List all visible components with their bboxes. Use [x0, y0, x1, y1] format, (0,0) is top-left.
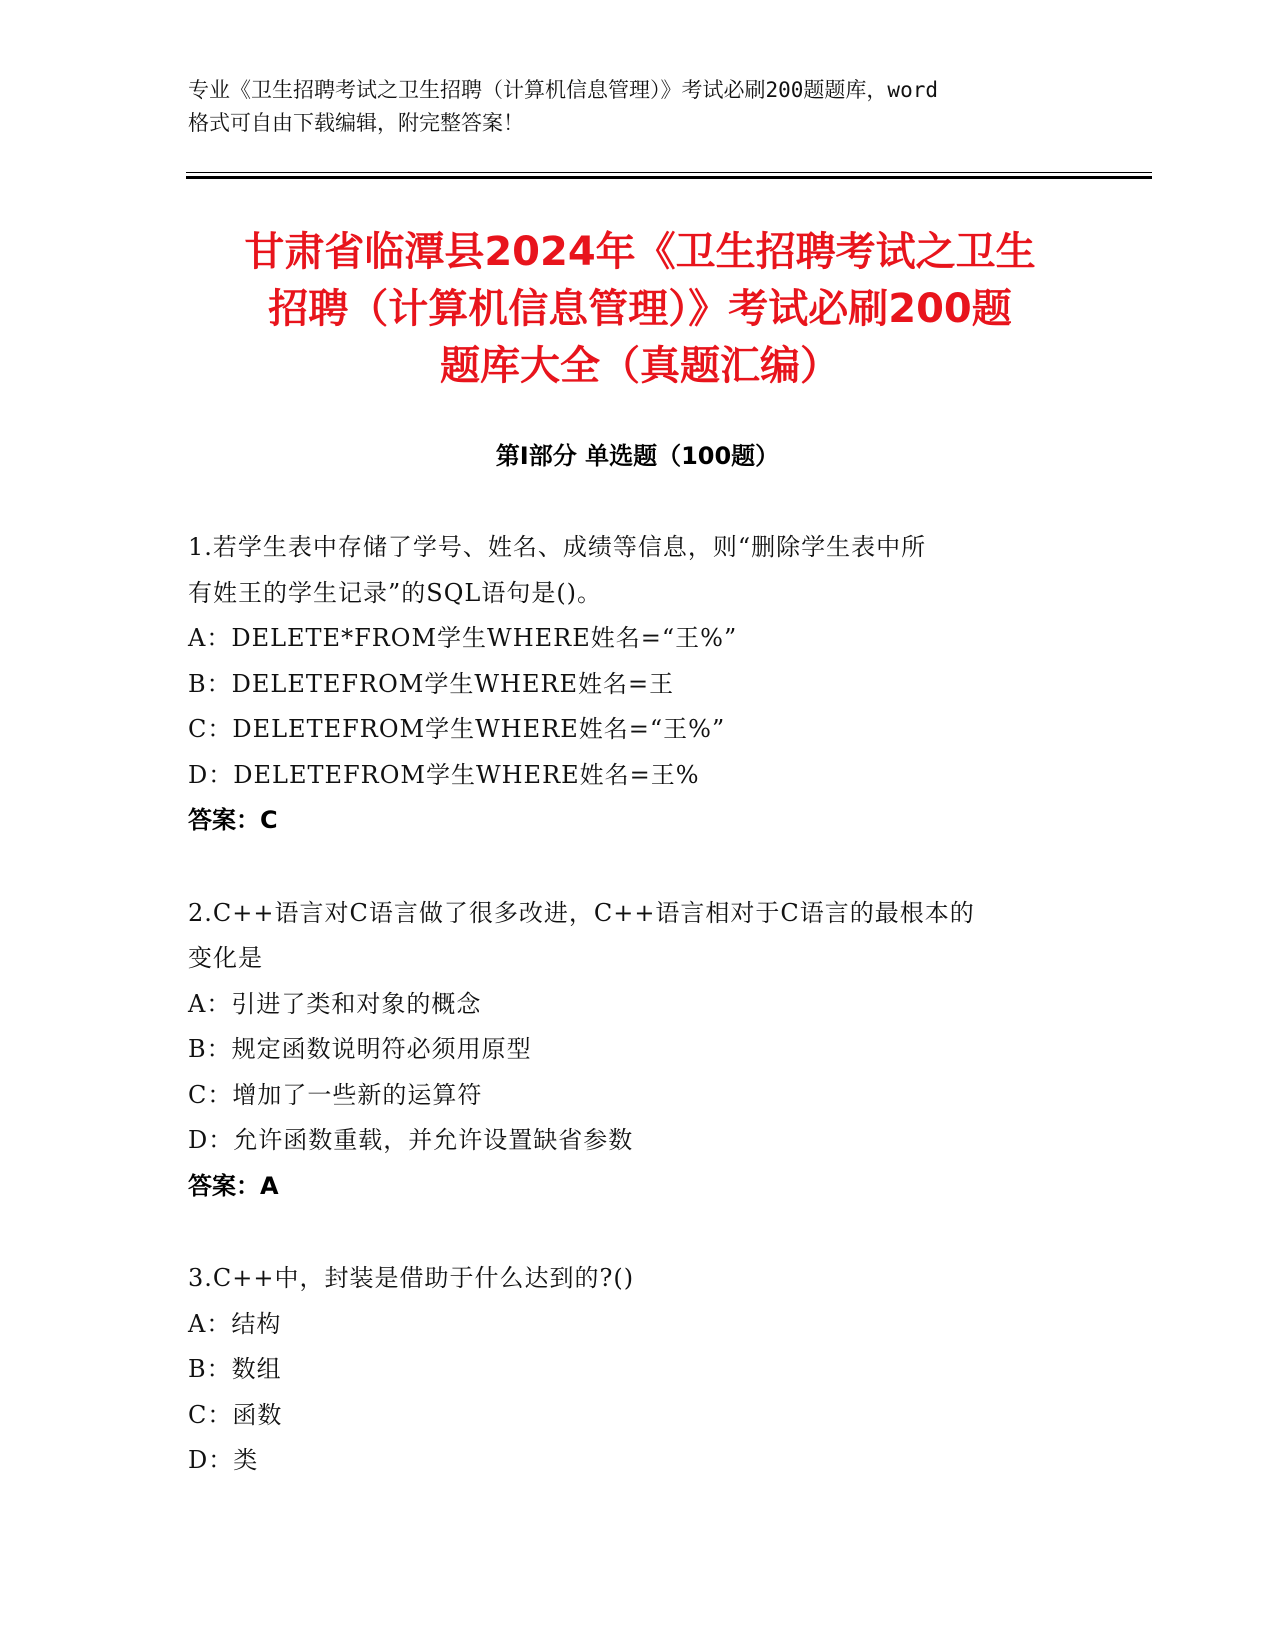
option-a: A：DELETE*FROM学生WHERE姓名=“王%”	[188, 624, 738, 652]
question-3	[188, 1256, 1068, 1484]
answer: 答案：C	[188, 806, 278, 834]
document-title-line-3: 题库大全（真题汇编）	[440, 343, 840, 389]
option-d: D：类	[188, 1446, 259, 1474]
question-stem: 3.C++中，封装是借助于什么达到的?()	[188, 1264, 635, 1292]
header-divider-thick	[186, 176, 1152, 179]
option-d: D：允许函数重载，并允许设置缺省参数	[188, 1126, 634, 1154]
option-a: A：结构	[188, 1309, 282, 1338]
question-2	[188, 891, 1068, 1210]
option-b: B：数组	[188, 1355, 282, 1383]
option-c: C：增加了一些新的运算符	[188, 1080, 483, 1109]
option-b: B：DELETEFROM学生WHERE姓名=王	[188, 669, 675, 698]
header-divider-thin	[186, 172, 1152, 173]
question-stem: 有姓王的学生记录”的SQL语句是()。	[188, 578, 603, 607]
header-note-line-1: 专业《卫生招聘考试之卫生招聘（计算机信息管理）》考试必刷200题题库，word	[188, 78, 938, 102]
option-c: C：函数	[188, 1400, 283, 1429]
document-title	[160, 224, 1120, 395]
question-stem: 变化是	[188, 944, 263, 972]
option-a: A：引进了类和对象的概念	[188, 989, 482, 1018]
header-note-line-2: 格式可自由下载编辑，附完整答案！	[188, 111, 524, 135]
option-d: D：DELETEFROM学生WHERE姓名=王%	[188, 760, 700, 789]
document-title-line-1: 甘肃省临潭县2024年《卫生招聘考试之卫生	[244, 229, 1036, 275]
question-list	[188, 525, 1068, 1531]
section-title: 第Ⅰ部分 单选题（100题）	[495, 442, 780, 470]
header-note	[188, 74, 1098, 140]
question-stem: 2.C++语言对C语言做了很多改进，C++语言相对于C语言的最根本的	[188, 898, 975, 927]
answer: 答案：A	[188, 1171, 279, 1200]
option-c: C：DELETEFROM学生WHERE姓名=“王%”	[188, 715, 726, 743]
question-1	[188, 525, 1068, 844]
question-stem: 1.若学生表中存储了学号、姓名、成绩等信息，则“删除学生表中所	[188, 533, 927, 561]
option-b: B：规定函数说明符必须用原型	[188, 1035, 532, 1063]
document-title-line-2: 招聘（计算机信息管理）》考试必刷200题	[268, 286, 1012, 332]
